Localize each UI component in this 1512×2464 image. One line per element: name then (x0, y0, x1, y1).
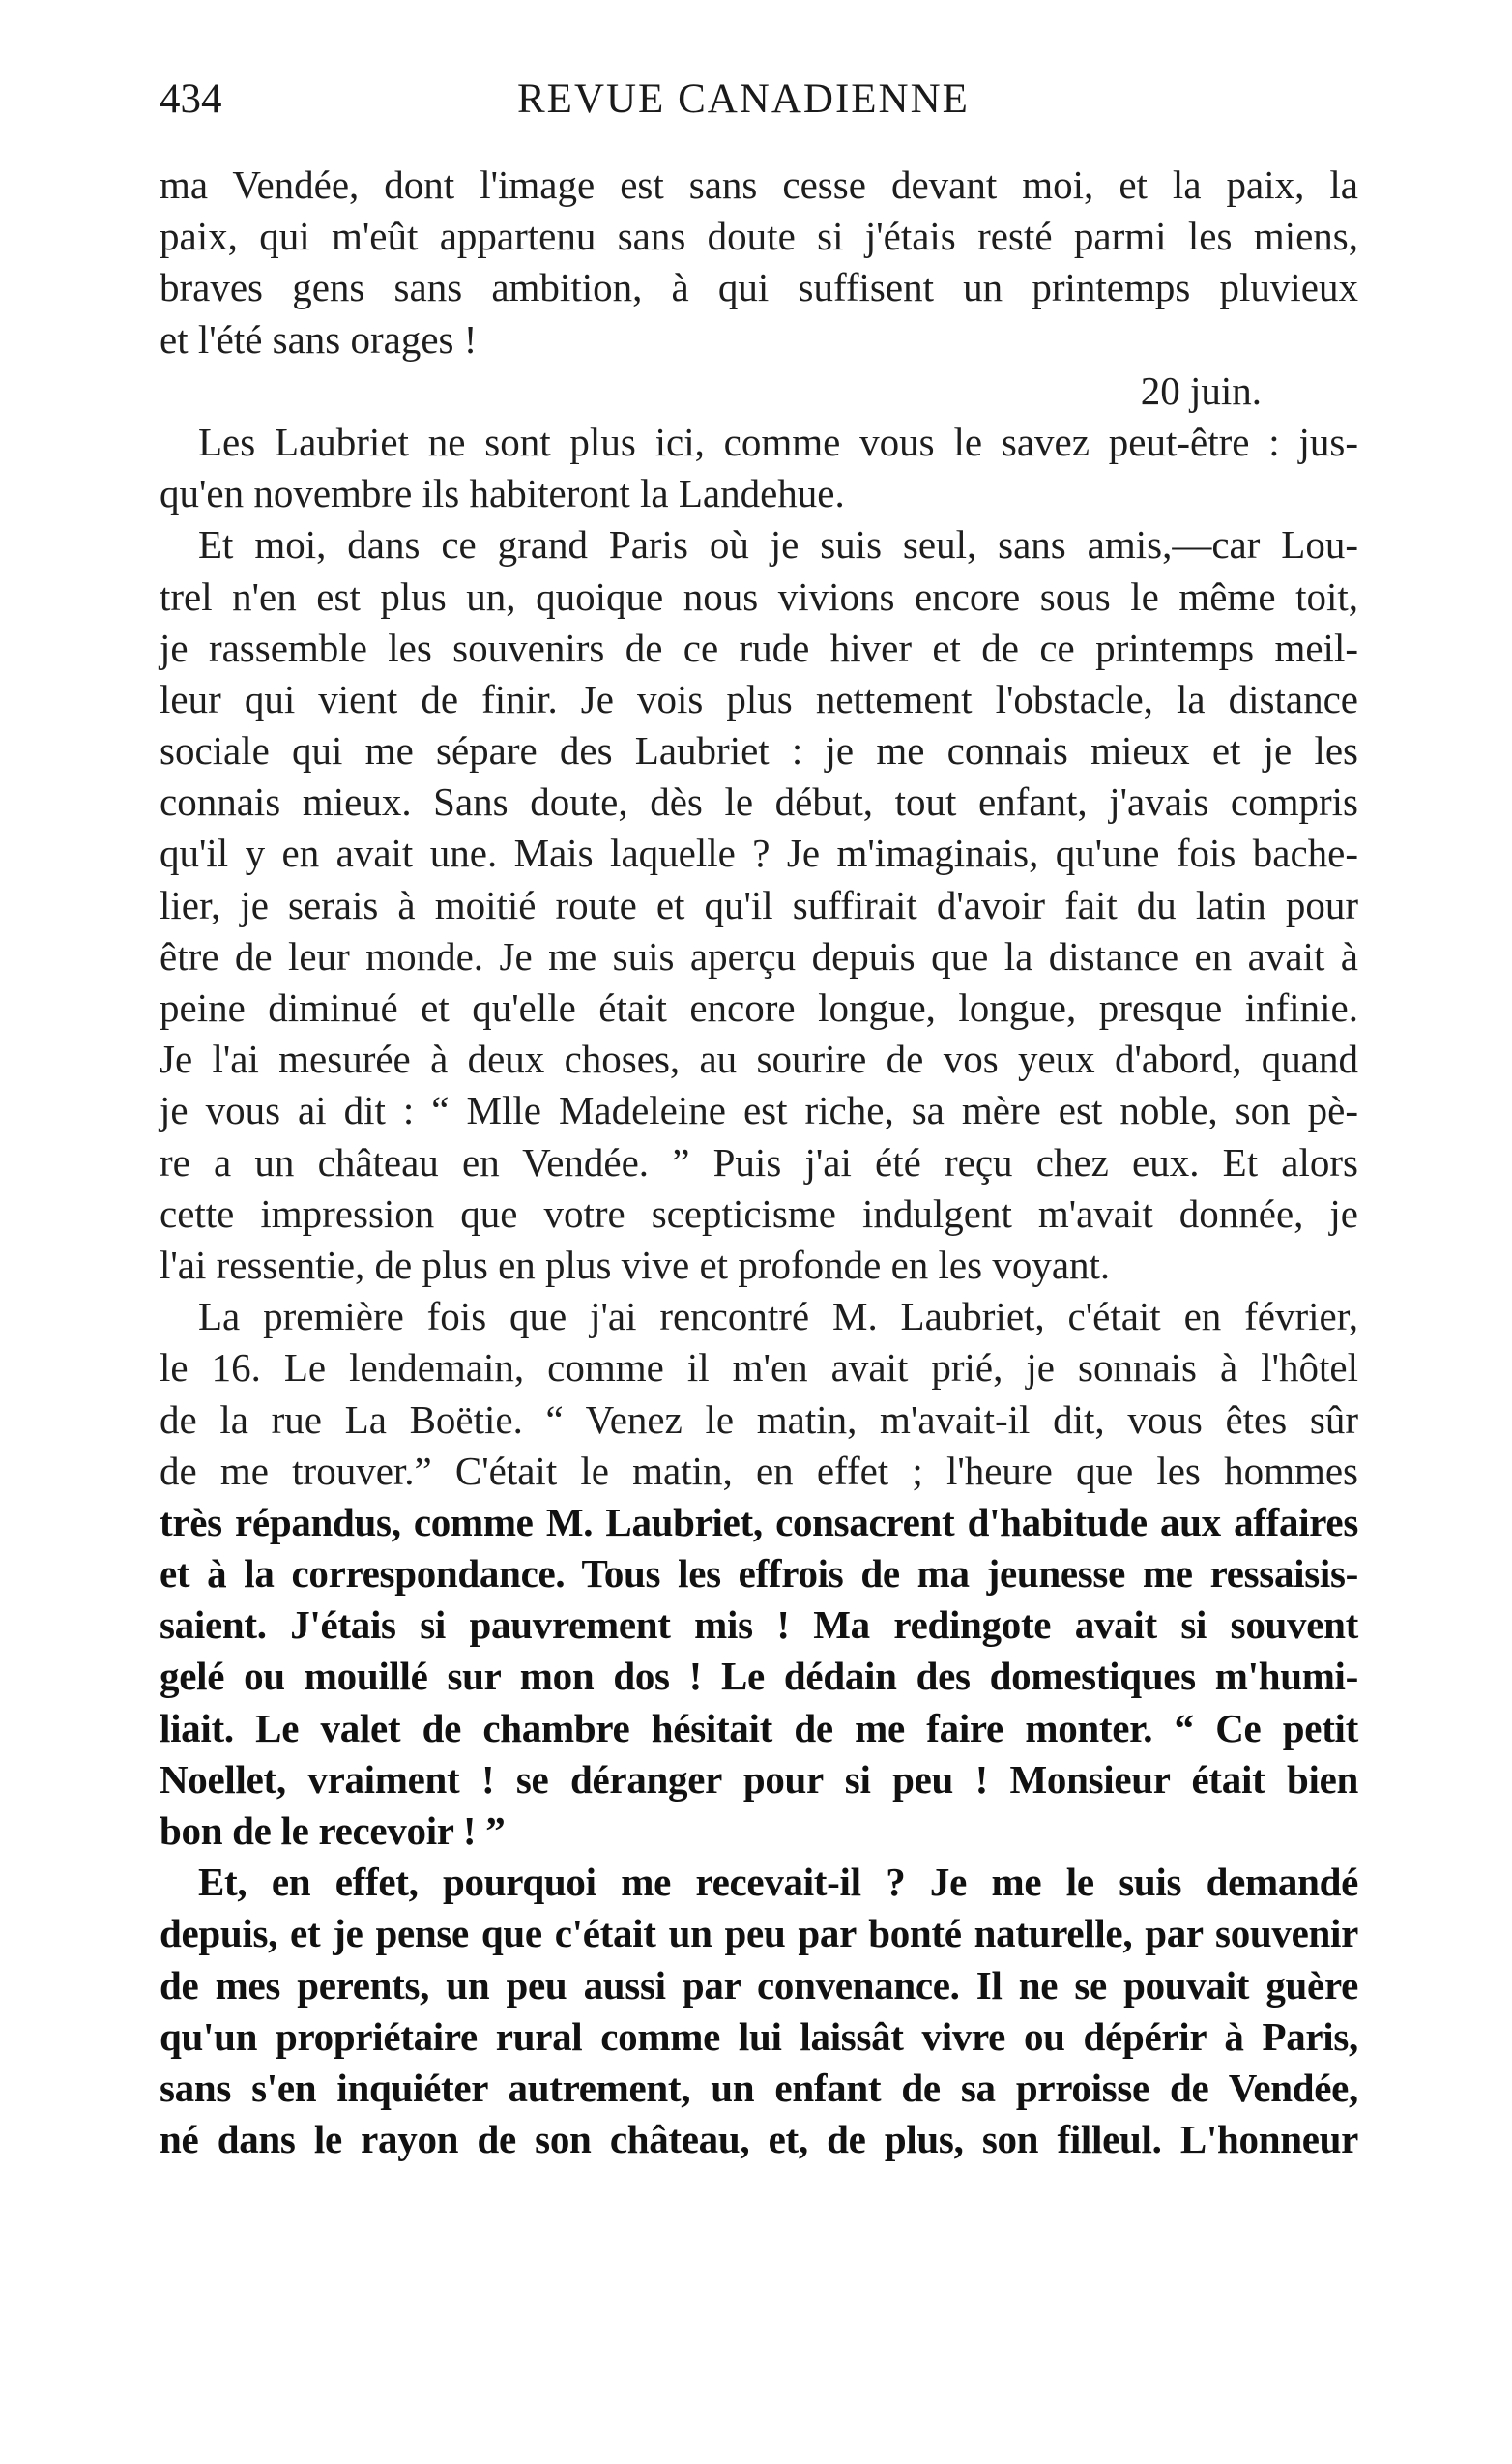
text-line: re a un château en Vendée. ” Puis j'ai été reçu chez eux. Et alors (160, 1139, 1358, 1185)
text-line: liait. Le valet de chambre hésitait de me faire monter. “ Ce petit (160, 1705, 1358, 1750)
text-line: connais mieux. Sans doute, dès le début, tout enfant, j'avais compris (160, 779, 1358, 825)
text-line: de la rue La Boëtie. “ Venez le matin, m'avait-il dit, vous êtes sûr (160, 1396, 1358, 1442)
text-line: être de leur monde. Je me suis aperçu depuis que la distance en avait à (160, 933, 1358, 979)
text-line: peine diminué et qu'elle était encore longue, longue, presque infinie. (160, 985, 1358, 1030)
text-line: paix, qui m'eût appartenu sans doute si j'étais resté parmi les miens, (160, 214, 1358, 259)
text-line: depuis, et je pense que c'était un peu par bonté naturelle, par souvenir (160, 1911, 1358, 1956)
text-line: sans s'en inquiéter autrement, un enfant de sa prroisse de Vendée, (160, 2065, 1358, 2110)
text-line: Je l'ai mesurée à deux choses, au sourire de vos yeux d'abord, quand (160, 1037, 1358, 1082)
text-line: lier, je serais à moitié route et qu'il suffirait d'avoir fait du latin pour (160, 882, 1358, 927)
text-line: Noellet, vraiment ! se déranger pour si peu ! Monsieur était bien (160, 1756, 1358, 1802)
text-line: braves gens sans ambition, à qui suffisent un printemps pluvieux (160, 265, 1358, 310)
text-line: de mes perents, un peu aussi par convenance. Il ne se pouvait guère (160, 1962, 1358, 2008)
text-line: Et, en effet, pourquoi me recevait-il ? Je me le suis demandé (198, 1860, 1358, 1905)
text-line: qu'il y en avait une. Mais laquelle ? Je m'imaginais, qu'une fois bache- (160, 831, 1358, 876)
text-line: saient. J'étais si pauvrement mis ! Ma redingote avait si souvent (160, 1602, 1358, 1648)
page-header (160, 75, 1358, 133)
text-line: sociale qui me sépare des Laubriet : je me connais mieux et je les (160, 728, 1358, 774)
text-line: je rassemble les souvenirs de ce rude hiver et de ce printemps meil- (160, 625, 1358, 670)
date-line: 20 juin. (1140, 367, 1262, 413)
text-line: et à la correspondance. Tous les effrois de ma jeunesse me ressaisis- (160, 1551, 1358, 1597)
page-number: 434 (160, 76, 222, 122)
text-line: de me trouver.” C'était le matin, en effet ; l'heure que les hommes (160, 1448, 1358, 1493)
text-line: l'ai ressentie, de plus en plus vive et profonde en les voyant. (160, 1242, 1111, 1287)
text-line: ma Vendée, dont l'image est sans cesse devant moi, et la paix, la (160, 162, 1358, 207)
running-title: REVUE CANADIENNE (517, 76, 970, 122)
text-line: Et moi, dans ce grand Paris où je suis seul, sans amis,—car Lou- (198, 522, 1358, 568)
text-line: leur qui vient de finir. Je vois plus nettement l'obstacle, la distance (160, 676, 1358, 721)
text-line: Les Laubriet ne sont plus ici, comme vous le savez peut-être : jus- (198, 419, 1358, 464)
text-line: et l'été sans orages ! (160, 316, 478, 362)
text-line: bon de le recevoir ! ” (160, 1808, 506, 1853)
text-line: gelé ou mouillé sur mon dos ! Le dédain des domestiques m'humi- (160, 1654, 1358, 1699)
text-line: le 16. Le lendemain, comme il m'en avait prié, je sonnais à l'hôtel (160, 1345, 1358, 1391)
text-line: qu'en novembre ils habiteront la Landehue. (160, 471, 845, 516)
body-text (160, 160, 1358, 2165)
text-line: La première fois que j'ai rencontré M. Laubriet, c'était en février, (198, 1294, 1358, 1339)
text-line: qu'un propriétaire rural comme lui laissât vivre ou dépérir à Paris, (160, 2013, 1358, 2059)
text-line: trel n'en est plus un, quoique nous vivions encore sous le même toit, (160, 573, 1358, 619)
text-line: cette impression que votre scepticisme indulgent m'avait donnée, je (160, 1190, 1358, 1236)
text-line: très répandus, comme M. Laubriet, consacrent d'habitude aux affaires (160, 1499, 1358, 1544)
text-line: je vous ai dit : “ Mlle Madeleine est riche, sa mère est noble, son pè- (160, 1088, 1358, 1133)
text-line: né dans le rayon de son château, et, de plus, son filleul. L'honneur (160, 2117, 1358, 2162)
